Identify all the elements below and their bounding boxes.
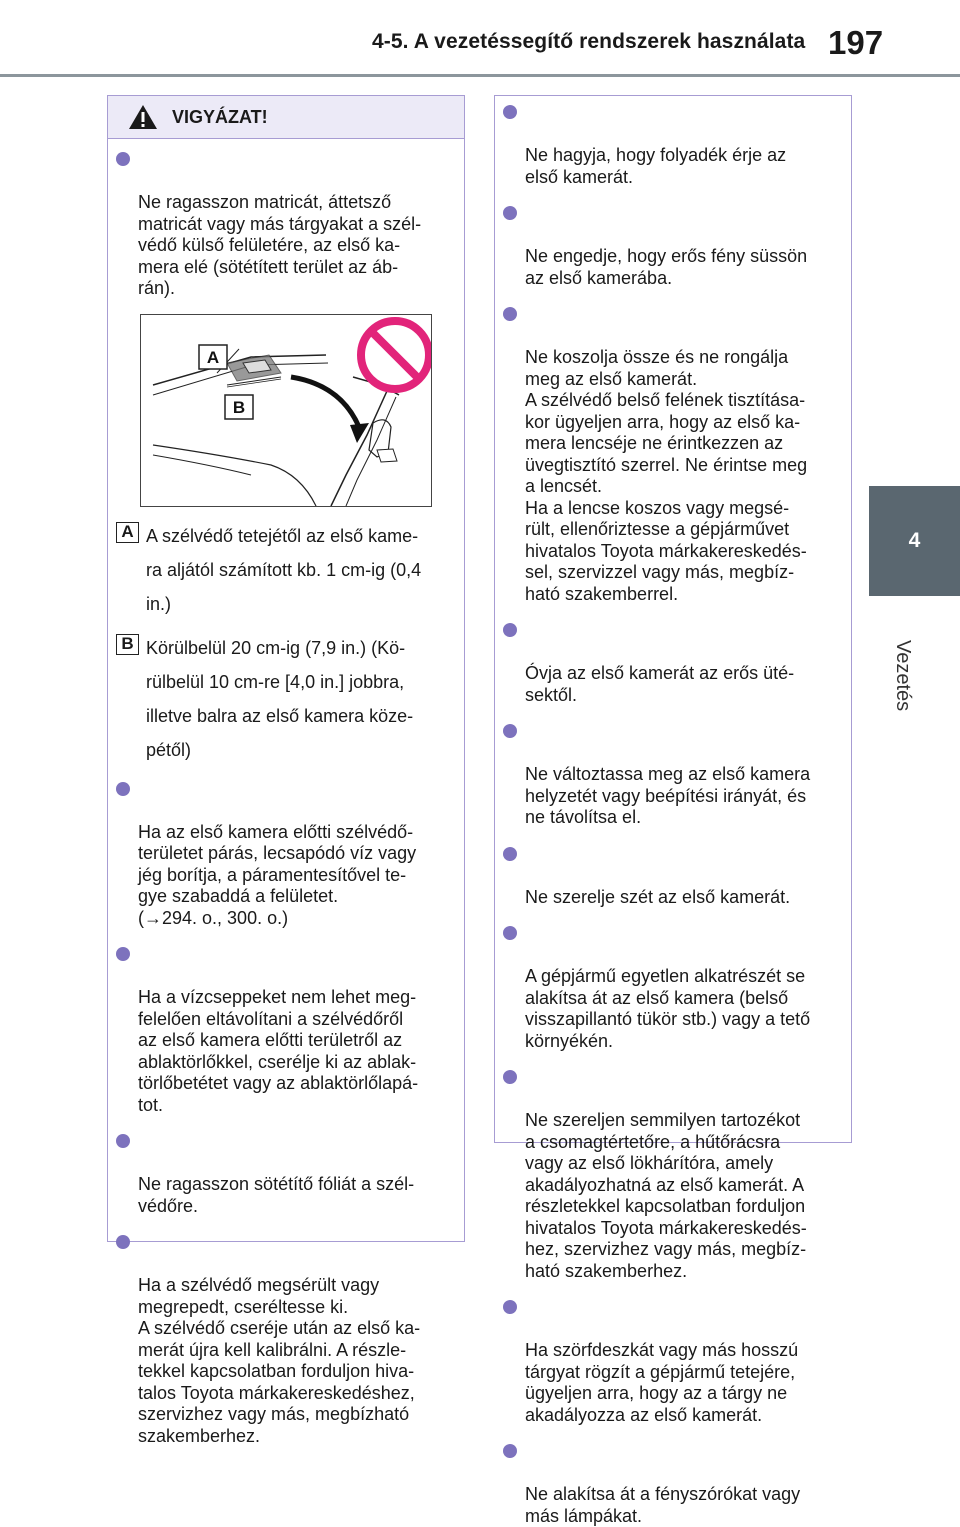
chapter-number: 4 (908, 529, 921, 552)
list-item-text: Ne változtassa meg az első kamera helyzetét vagy beépítési irányát, és ne távolítsa el. (525, 764, 811, 827)
list-item-text: Ha szörfdeszkát vagy más hosszú tárgyat rögzít a gépjármű tetejére, ügyeljen arra, hogy az a tárgy ne akadályozza az első kamerát. (525, 1340, 799, 1425)
list-item (108, 1232, 454, 1447)
warning-header (108, 96, 464, 139)
list-item-text: Ne hagyja, hogy folyadék érje az első kamerát. (525, 145, 787, 187)
bullet-icon (503, 1444, 517, 1458)
list-item (495, 102, 851, 188)
list-item (495, 620, 851, 706)
list-item (495, 721, 851, 829)
list-item (495, 1067, 851, 1282)
callout-a (108, 519, 464, 621)
list-item (495, 844, 851, 909)
warning-box-right (494, 95, 852, 1526)
illustration-label-a: A (206, 347, 220, 367)
section-title: 4-5. A vezetéssegítő rendszerek használata (372, 30, 806, 53)
bullet-icon (503, 623, 517, 637)
bullet-icon (503, 105, 517, 119)
bullet-icon (503, 926, 517, 940)
list-item (495, 1441, 851, 1527)
list-item-text: Ne alakítsa át a fényszórókat vagy más lámpákat. (525, 1484, 801, 1526)
bullet-icon (503, 724, 517, 738)
list-item (108, 944, 454, 1116)
bullet-icon (116, 947, 130, 961)
prohibition-icon (361, 321, 429, 389)
warning-box-left (107, 95, 465, 1446)
warning-title: VIGYÁZAT! (172, 106, 268, 127)
bullet-icon (116, 782, 130, 796)
list-item-text: Ne ragasszon sötétítő fóliát a szél- védőre. (138, 1174, 415, 1216)
list-item (108, 149, 454, 300)
page-number: 197 (828, 24, 884, 61)
bullet-icon (116, 1235, 130, 1249)
list-item-text: A gépjármű egyetlen alkatrészét se alakítsa át az első kamera (belső visszapillantó tükör stb.) vagy a tető környékén. (525, 966, 811, 1051)
list-item-text: Ne szereljen semmilyen tartozékot a csomagtértetőre, a hűtőrácsra vagy az első lökhárítóra, amely akadályozhatná az első kamerát. A részletekkel kapcsolatban forduljon hivatalos Toyota márkakereskedés- hez, szervizhez vagy más, megbíz- ható szakemberhez. (525, 1110, 807, 1281)
chapter-title: Vezetés (892, 640, 914, 712)
bullet-icon (503, 307, 517, 321)
bullet-icon (116, 152, 130, 166)
list-item (495, 203, 851, 289)
callout-key-b: B (116, 634, 139, 655)
callout-key-a: A (116, 522, 139, 543)
list-item (108, 1131, 454, 1217)
callout-b (108, 631, 464, 767)
header-rule (0, 74, 960, 77)
callout-text-a: A szélvédő tetejétől az első kame- ra aljától számított kb. 1 cm-ig (0,4 in.) (146, 525, 422, 614)
camera-area-diagram (141, 315, 431, 506)
chapter-tab[interactable] (869, 486, 960, 596)
list-item (108, 779, 454, 930)
illustration-label-b: B (232, 397, 246, 417)
callout-text-b: Körülbelül 20 cm-ig (7,9 in.) (Kö- rülbelül 10 cm-re [4,0 in.] jobbra, illetve balra az első kamera köze- pétől) (146, 637, 414, 760)
list-item-text: Ha a vízcseppeket nem lehet meg- felelően eltávolítani a szélvédőről az első kamera előtti területről az ablaktörlőkkel, cserélje ki az ablak- törlőbetétet vagy az ablaktörlőlapá- tot. (138, 987, 419, 1115)
list-item (495, 304, 851, 605)
list-item (495, 923, 851, 1052)
bullet-icon (503, 1300, 517, 1314)
list-item-text: Óvja az első kamerát az erős üté- sektől. (525, 663, 795, 705)
bullet-icon (503, 847, 517, 861)
list-item-text: Ne koszolja össze és ne rongálja meg az első kamerát. A szélvédő belső felének tisztítása- kor ügyeljen arra, hogy az első ka- mera lencséje ne érintkezzen az üvegtisztító szerrel. Ne érintse meg a lencsét. Ha a lencse koszos vagy megsé- rült, ellenőriztesse a gépjárművet hivatalos Toyota márkakereskedés- sel, szervizzel vagy más, megbíz- ható szakemberrel. (525, 347, 808, 604)
list-item-text: Ha az első kamera előtti szélvédő- területet párás, lecsapódó víz vagy jég borítja, a páramentesítővel te- gye szabaddá a felületet. (→294. o., 300. o.) (138, 821, 417, 928)
list-item (495, 1297, 851, 1426)
bullet-icon (503, 1070, 517, 1084)
bullet-icon (503, 206, 517, 220)
bullet-icon (116, 1134, 130, 1148)
warning-triangle-icon (128, 104, 158, 130)
warning-intro: Ne ragasszon matricát, áttetsző matricát vagy más tárgyakat a szél- védő külső felületére, az első ka- mera elé (sötétített terület az áb- rán). (138, 192, 422, 298)
list-item-text: Ne engedje, hogy erős fény süssön az első kamerába. (525, 246, 808, 288)
list-item-text: Ne szerelje szét az első kamerát. (525, 886, 791, 907)
windshield-illustration (140, 314, 432, 507)
list-item-text: Ha a szélvédő megsérült vagy megrepedt, cseréltesse ki. A szélvédő cseréje után az első ka- merát újra kell kalibrálni. A részle- tekkel kapcsolatban forduljon hiva- talos Toyota márkakereskedéshez, szervizhez vagy más, megbízható szakemberhez. (138, 1275, 421, 1446)
